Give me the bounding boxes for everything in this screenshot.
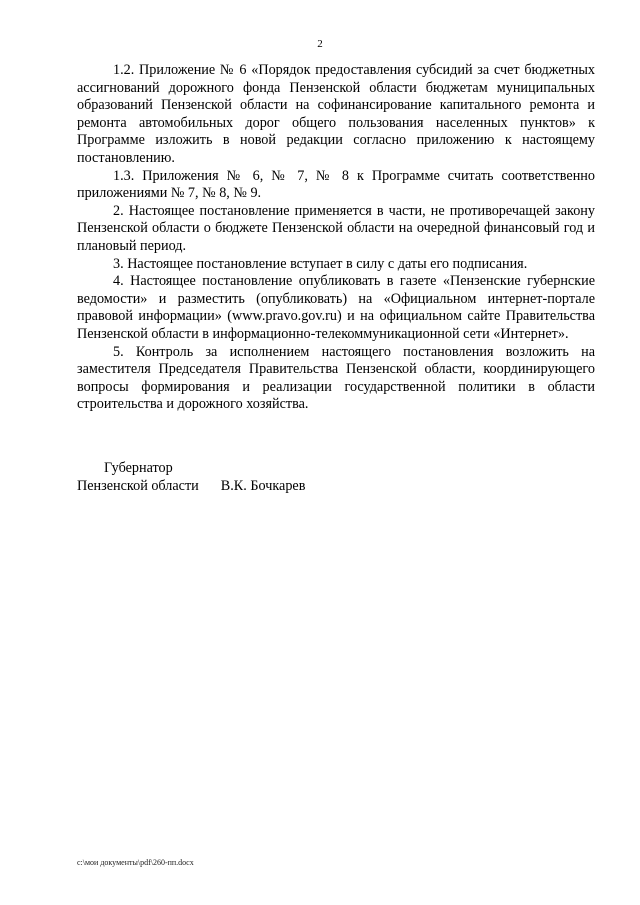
signature-block bbox=[77, 459, 305, 495]
signature-title: Губернатор bbox=[104, 460, 173, 476]
paragraph-4: 4. Настоящее постановление опубликовать в газете «Пензенские губернские ведомости» и разместить (опубликовать) на «Официальном интернет-портале правовой информации» (www.pravo.gov.ru) и на официальном сайте Правительства Пензенской области в информационно-телекоммуникационной сети «Интернет». bbox=[77, 273, 595, 342]
paragraph-5: 5. Контроль за исполнением настоящего постановления возложить на заместителя Председателя Правительства Пензенской области, координирующего вопросы формирования и реализации государственной политики в области строительства и дорожного хозяйства. bbox=[77, 343, 595, 413]
paragraph-1-2: 1.2. Приложение № 6 «Порядок предоставления субсидий за счет бюджетных ассигнований дорожного фонда Пензенской области бюджетам муниципальных образований Пензенской области на софинансирование капитального ремонта и ремонта автомобильных дорог общего пользования населенных пунктов» к Программе изложить в новой редакции согласно приложению к настоящему постановлению. bbox=[77, 62, 595, 166]
paragraph-1-3: 1.3. Приложения № 6, № 7, № 8 к Программе считать соответственно приложениями № 7, № 8, № 9. bbox=[77, 167, 595, 202]
signature-region: Пензенской области bbox=[77, 478, 199, 494]
paragraph-3: 3. Настоящее постановление вступает в силу с даты его подписания. bbox=[113, 255, 528, 272]
footer-file-path: c:\мои документы\pdf\260-пп.docx bbox=[77, 858, 194, 867]
paragraph-2: 2. Настоящее постановление применяется в части, не противоречащей закону Пензенской области о бюджете Пензенской области на очередной финансовый год и плановый период. bbox=[77, 202, 595, 254]
signature-name: В.К. Бочкарев bbox=[220, 478, 306, 494]
page-number: 2 bbox=[317, 38, 323, 50]
signature-row bbox=[77, 477, 305, 495]
document-body bbox=[77, 62, 595, 414]
